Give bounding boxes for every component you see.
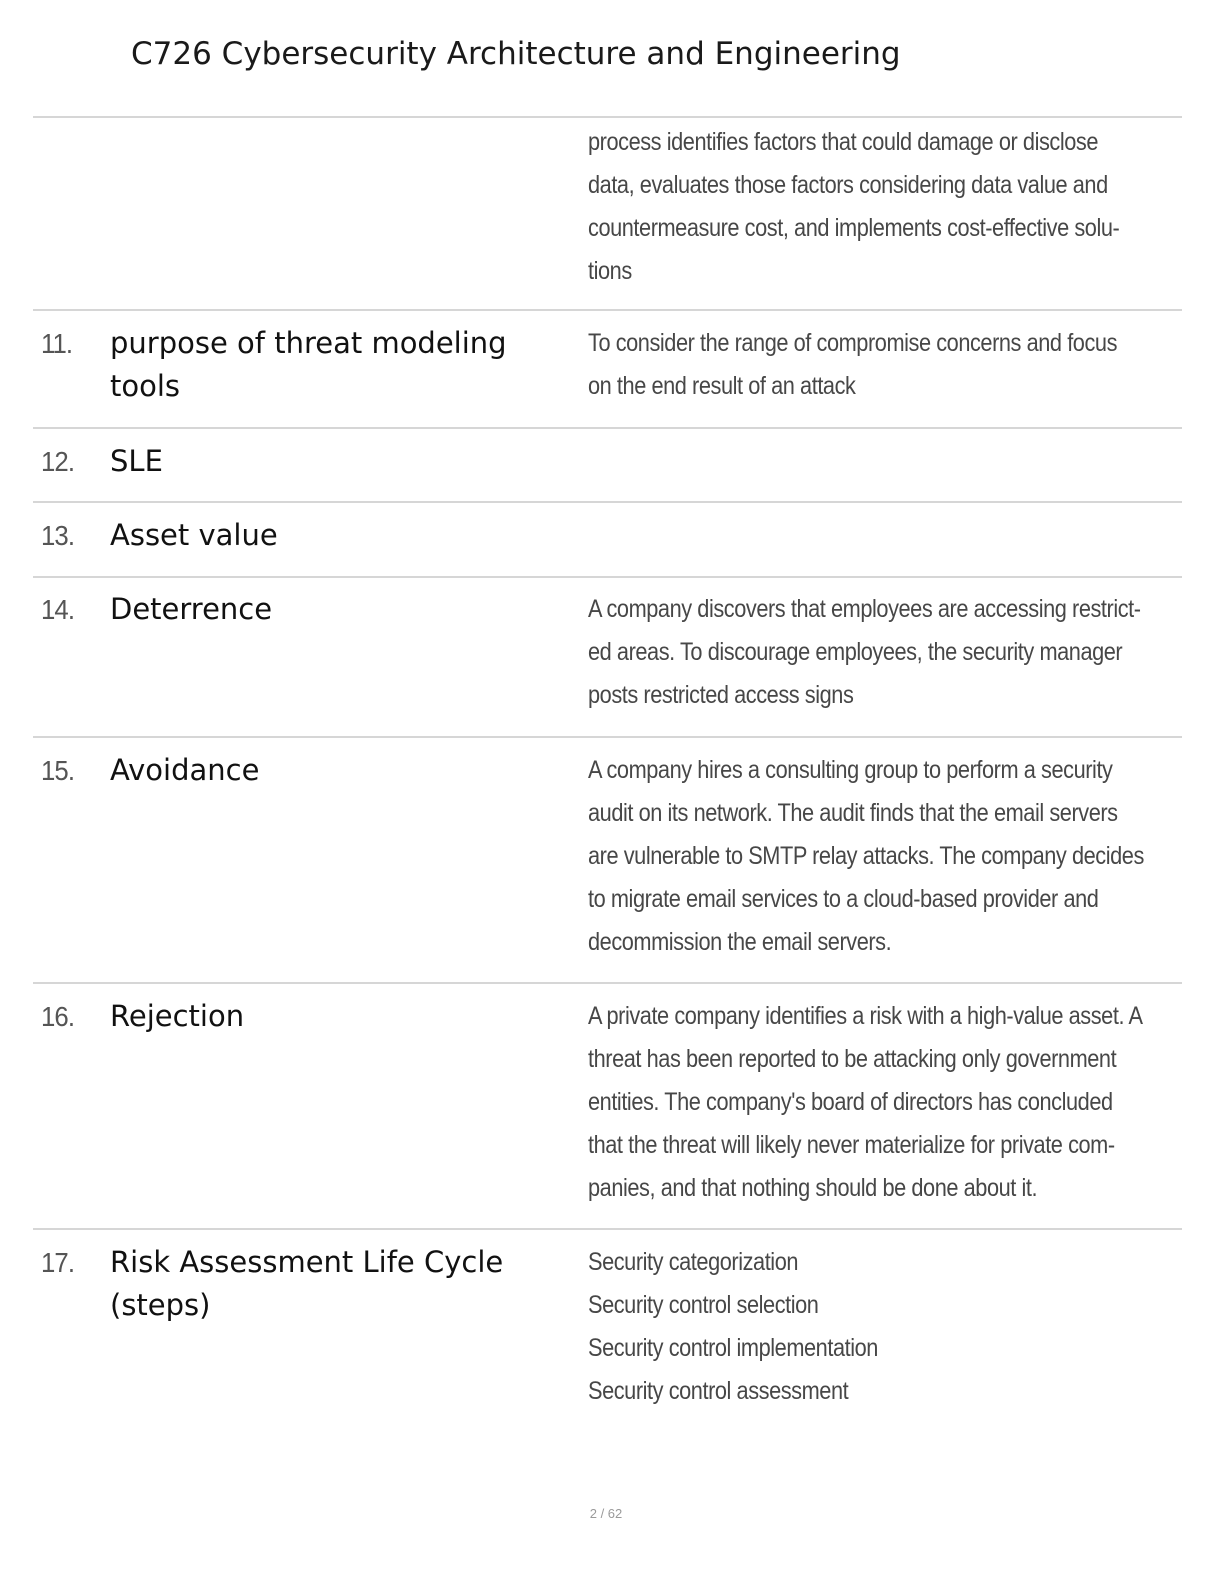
continued-definition [588,121,1145,293]
definition-line: Security categorization [588,1248,799,1276]
term: purpose of threat modeling tools [110,326,507,403]
definition-line: decommission the email servers. [588,928,892,956]
definition-line: To consider the range of compromise concerns and focus [588,329,1118,357]
term: Risk Assessment Life Cycle (steps) [110,1245,504,1322]
definition [588,749,1145,964]
document-title: C726 Cybersecurity Architecture and Engineering [131,36,901,72]
term: SLE [110,444,163,478]
definition-line: ed areas. To discourage employees, the security manager [588,638,1123,666]
row-number: 14. [41,594,75,625]
definition [588,995,1145,1210]
divider [33,501,1182,503]
definition-line: on the end result of an attack [588,372,856,400]
definition-line: A company discovers that employees are accessing restrict- [588,595,1141,623]
definition-line: Security control implementation [588,1334,878,1362]
definition-line: panies, and that nothing should be done about it. [588,1174,1038,1202]
divider [33,116,1182,118]
divider [33,982,1182,984]
divider [33,427,1182,429]
definition [588,322,1145,408]
row-number: 12. [41,446,75,477]
definition [588,588,1145,717]
definition [588,1241,1145,1413]
definition-line: to migrate email services to a cloud-based provider and [588,885,1099,913]
page-number: 2 / 62 [589,1506,623,1521]
definition-line: data, evaluates those factors considering data value and [588,171,1108,199]
term: Avoidance [110,753,260,787]
row-number: 17. [41,1247,75,1278]
divider [33,309,1182,311]
definition-line: threat has been reported to be attacking only government [588,1045,1117,1073]
term: Asset value [110,518,278,552]
row-number: 13. [41,520,75,551]
definition-line: A private company identifies a risk with a high-value asset. A [588,1002,1143,1030]
row-number: 11. [41,328,73,359]
definition-line: that the threat will likely never materialize for private com- [588,1131,1115,1159]
definition-line: tions [588,257,632,285]
definition-line: Security control selection [588,1291,819,1319]
divider [33,576,1182,578]
definition-line: posts restricted access signs [588,681,854,709]
definition-line: countermeasure cost, and implements cost-effective solu- [588,214,1120,242]
divider [33,736,1182,738]
definition-line: Security control assessment [588,1377,849,1405]
definition-line: audit on its network. The audit finds that the email servers [588,799,1118,827]
term: Deterrence [110,592,273,626]
definition-line: entities. The company's board of directors has concluded [588,1088,1113,1116]
definition-line: process identifies factors that could damage or disclose [588,128,1099,156]
divider [33,1228,1182,1230]
row-number: 15. [41,755,75,786]
definition-line: are vulnerable to SMTP relay attacks. The company decides [588,842,1144,870]
term: Rejection [110,999,245,1033]
definition-line: A company hires a consulting group to perform a security [588,756,1113,784]
row-number: 16. [41,1001,75,1032]
